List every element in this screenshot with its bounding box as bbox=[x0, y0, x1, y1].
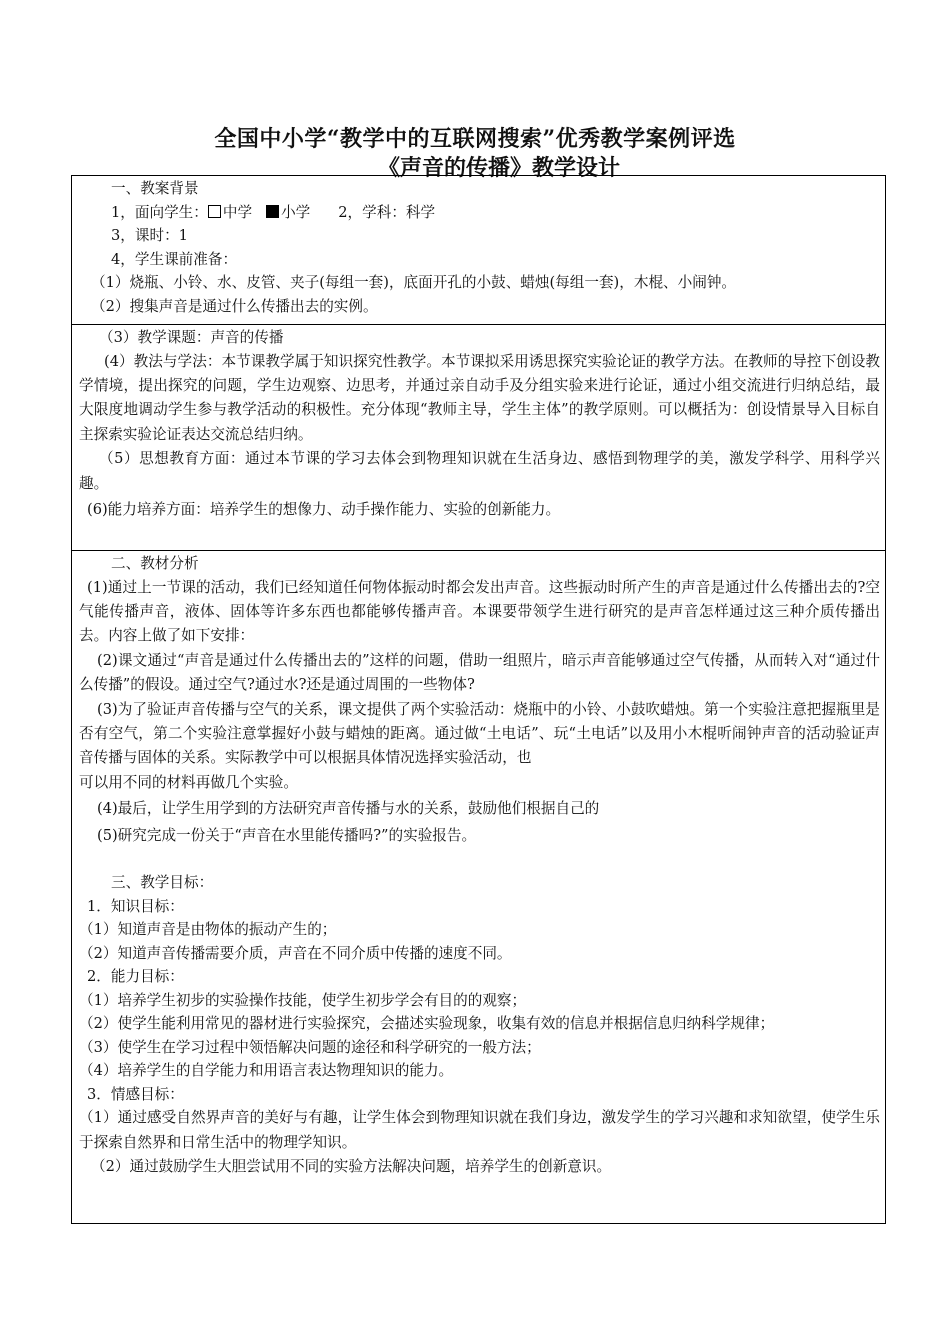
objective-item: （1）培养学生初步的实验操作技能，使学生初步学会有目的的观察； bbox=[79, 991, 527, 1009]
lesson-plan-table bbox=[71, 175, 886, 1224]
student-prep-item: （1）烧瓶、小铃、水、皮管、夹子(每组一套)，底面开孔的小鼓、蜡烛(每组一套)，木棍、小闹钟。 bbox=[91, 274, 737, 291]
document-title: 全国中小学“教学中的互联网搜索”优秀教学案例评选 bbox=[214, 126, 736, 152]
option-middle-school: 中学 bbox=[222, 203, 253, 221]
topic-method-cell bbox=[72, 325, 885, 551]
section-heading-background: 一、教案背景 bbox=[111, 180, 199, 197]
analysis-objectives-cell bbox=[72, 551, 885, 1223]
knowledge-objectives-heading: 1．知识目标： bbox=[87, 897, 184, 915]
moral-education-paragraph: （5）思想教育方面：通过本节课的学习去体会到物理知识就在生活身边、感悟到物理学的美，激发学科学、用科学兴趣。 bbox=[79, 450, 880, 492]
objective-item: （2）使学生能利用常见的器材进行实验探究，会描述实验现象，收集有效的信息并根据信息归纳科学规律； bbox=[79, 1015, 775, 1033]
unchecked-box-icon bbox=[208, 205, 221, 218]
analysis-paragraph-continued: 可以用不同的材料再做几个实验。 bbox=[79, 773, 298, 791]
ability-training-paragraph: (6)能力培养方面：培养学生的想像力、动手操作能力、实验的创新能力。 bbox=[87, 500, 561, 518]
teaching-method-paragraph: (4）教法与学法：本节课教学属于知识探究性教学。本节课拟采用诱思探究实验论证的教学方法。在教师的导控下创设教学情境，提出探究的问题，学生边观察、边思考，并通过亲自动手及分组实验来进行论证，通过小组交流进行归纳总结，最大限度地调动学生参与教学活动的积极性。充分体现“教师主导，学生主体”的教学原则。可以概括为：创设情景导入目标自主探索实验论证表达交流总结归纳。 bbox=[79, 352, 880, 443]
objective-item: （1）通过感受自然界声音的美好与有趣，让学生体会到物理知识就在我们身边，激发学生的学习兴趣和求知欲望，使学生乐于探索自然界和日常生活中的物理学知识。 bbox=[79, 1109, 880, 1151]
class-hours: 3，课时：1 bbox=[111, 227, 188, 244]
analysis-paragraph: (5)研究完成一份关于“声音在水里能传播吗?”的实验报告。 bbox=[97, 826, 477, 844]
analysis-paragraph: (1)通过上一节课的活动，我们已经知道任何物体振动时都会发出声音。这些振动时所产生的声音是通过什么传播出去的?空气能传播声音，液体、固体等许多东西也都能够传播声音。本课要带领学生进行研究的是声音怎样通过这三种介质传播出去。内容上做了如下安排： bbox=[79, 578, 880, 645]
objective-item: （1）知道声音是由物体的振动产生的； bbox=[79, 921, 337, 939]
document-subtitle: 《声音的传播》教学设计 bbox=[377, 155, 620, 181]
objective-item: （4）培养学生的自学能力和用语言表达物理知识的能力。 bbox=[79, 1062, 454, 1080]
student-prep-heading: 4，学生课前准备： bbox=[111, 250, 238, 268]
section-heading-analysis: 二、教材分析 bbox=[111, 555, 199, 572]
objective-item: （3）使学生在学习过程中领悟解决问题的途径和科学研究的一般方法； bbox=[79, 1038, 541, 1056]
audience-label: 1，面向学生： bbox=[111, 203, 208, 221]
audience-row bbox=[79, 201, 880, 225]
ability-objectives-heading: 2．能力目标： bbox=[87, 968, 184, 986]
objective-item: （2）知道声音传播需要介质，声音在不同介质中传播的速度不同。 bbox=[79, 944, 512, 962]
option-primary-school: 小学 bbox=[281, 203, 311, 221]
section-heading-objectives: 三、教学目标： bbox=[111, 874, 214, 892]
lesson-topic: （3）教学课题：声音的传播 bbox=[99, 329, 284, 346]
background-cell bbox=[72, 176, 885, 325]
checked-box-icon bbox=[266, 205, 279, 218]
objective-item: （2）通过鼓励学生大胆尝试用不同的实验方法解决问题，培养学生的创新意识。 bbox=[91, 1158, 612, 1176]
student-prep-item: （2）搜集声音是通过什么传播出去的实例。 bbox=[91, 297, 378, 315]
emotion-objectives-heading: 3．情感目标： bbox=[87, 1085, 184, 1103]
subject-label: 2，学科：科学 bbox=[338, 203, 436, 221]
analysis-paragraph: (4)最后，让学生用学到的方法研究声音传播与水的关系，鼓励他们根据自己的 bbox=[97, 800, 600, 818]
analysis-paragraph: (3)为了验证声音传播与空气的关系，课文提供了两个实验活动：烧瓶中的小铃、小鼓吹蜡烛。第一个实验注意把握瓶里是否有空气，第二个实验注意掌握好小鼓与蜡烛的距离。通过做“土电话”、玩“土电话”以及用小木棍听闹钟声音的活动验证声音传播与固体的关系。实际教学中可以根据具体情况选择实验活动，也 bbox=[79, 700, 880, 767]
analysis-paragraph: (2)课文通过“声音是通过什么传播出去的”这样的问题，借助一组照片，暗示声音能够通过空气传播，从而转入对“通过什么传播”的假设。通过空气?通过水?还是通过周围的一些物体? bbox=[79, 651, 880, 694]
